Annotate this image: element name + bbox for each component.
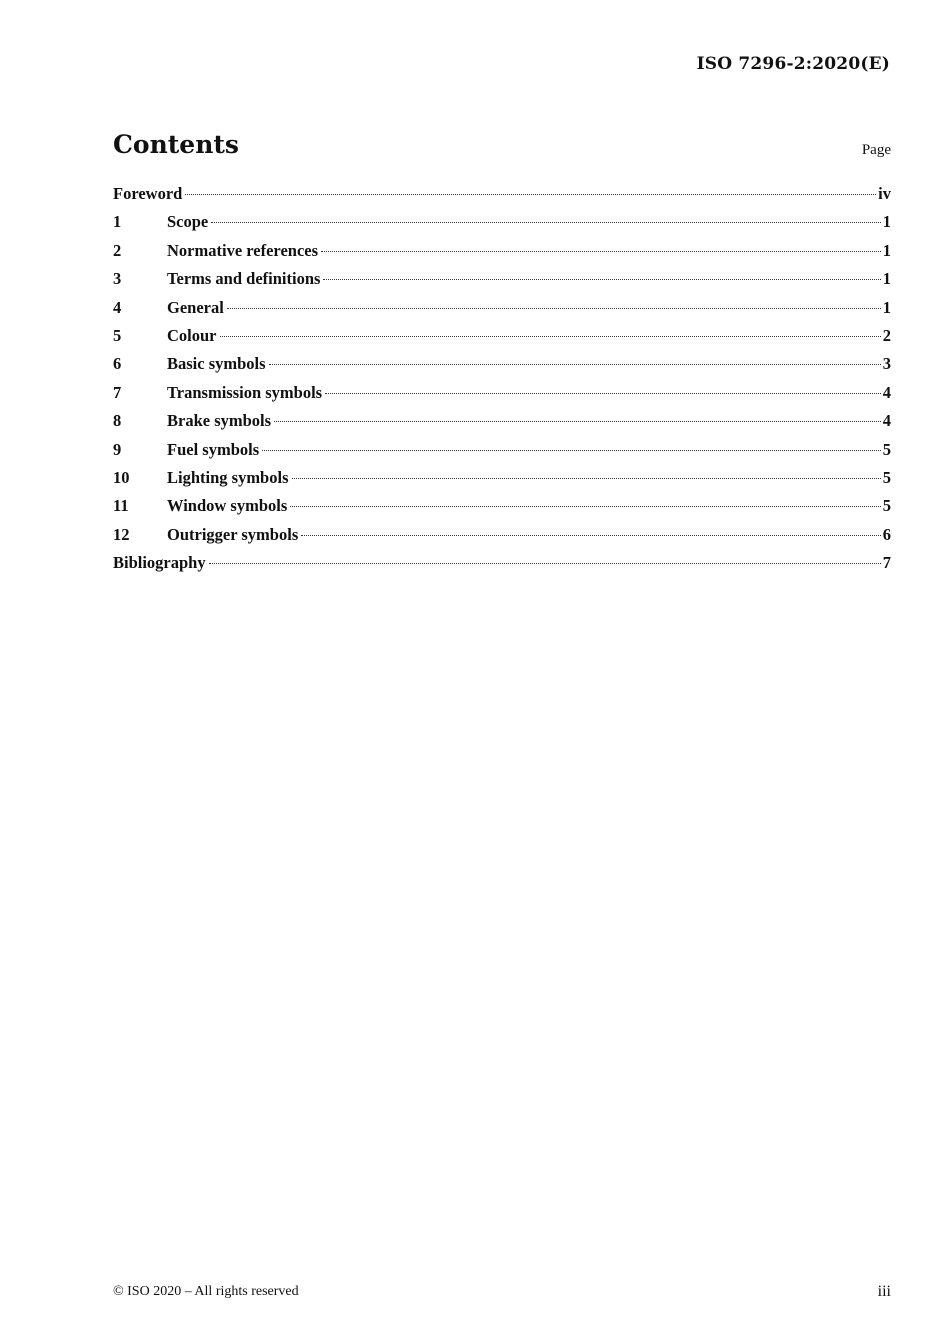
toc-entry-page: 3 bbox=[882, 354, 891, 374]
toc-leader bbox=[321, 251, 881, 252]
toc-entry-page: 2 bbox=[882, 325, 891, 345]
toc-entry-terms-and-definitions[interactable] bbox=[113, 269, 891, 297]
toc-leader bbox=[185, 194, 876, 195]
toc-entry-outrigger-symbols[interactable] bbox=[113, 525, 891, 553]
toc-entry-title: Window symbols bbox=[167, 496, 288, 516]
contents-heading-row bbox=[113, 130, 891, 166]
toc-entry-title: Scope bbox=[167, 212, 209, 232]
toc-entry-scope[interactable] bbox=[113, 212, 891, 240]
toc-entry-number: 6 bbox=[113, 354, 122, 374]
toc-entry-number: 12 bbox=[113, 524, 130, 544]
toc-entry-title: Bibliography bbox=[113, 553, 206, 573]
toc-leader bbox=[211, 222, 881, 223]
toc-entry-lighting-symbols[interactable] bbox=[113, 468, 891, 496]
toc-entry-bibliography[interactable] bbox=[113, 553, 891, 581]
document-id: ISO 7296-2:2020(E) bbox=[696, 54, 890, 74]
toc-entry-page: 4 bbox=[882, 382, 891, 402]
toc-entry-title: Basic symbols bbox=[167, 354, 266, 374]
contents-title: Contents bbox=[113, 130, 240, 159]
toc-leader bbox=[290, 506, 880, 507]
page-column-label: Page bbox=[861, 142, 891, 158]
toc-entry-page: 7 bbox=[882, 553, 891, 573]
toc-entry-page: 5 bbox=[882, 467, 891, 487]
toc-entry-title: Brake symbols bbox=[167, 411, 272, 431]
toc-leader bbox=[325, 393, 881, 394]
toc-entry-page: 1 bbox=[882, 240, 891, 260]
toc-entry-title: Fuel symbols bbox=[167, 439, 260, 459]
toc-entry-window-symbols[interactable] bbox=[113, 496, 891, 524]
page-number: iii bbox=[877, 1283, 891, 1300]
toc-leader bbox=[301, 535, 881, 536]
toc-entry-number: 9 bbox=[113, 439, 122, 459]
toc-entry-title: Foreword bbox=[113, 184, 183, 203]
toc-entry-title: Colour bbox=[167, 325, 217, 345]
toc-entry-number: 3 bbox=[113, 269, 122, 289]
toc-entry-normative-references[interactable] bbox=[113, 241, 891, 269]
toc-entry-transmission-symbols[interactable] bbox=[113, 383, 891, 411]
toc-entry-page: 6 bbox=[882, 524, 891, 544]
toc-entry-title: Lighting symbols bbox=[167, 467, 289, 487]
toc-entry-number: 2 bbox=[113, 240, 122, 260]
toc-leader bbox=[274, 421, 881, 422]
toc-entry-colour[interactable] bbox=[113, 326, 891, 354]
toc-entry-title: Terms and definitions bbox=[167, 269, 321, 289]
toc-leader bbox=[220, 336, 881, 337]
table-of-contents bbox=[113, 184, 891, 581]
toc-entry-page: 5 bbox=[882, 439, 891, 459]
toc-entry-page: 4 bbox=[882, 411, 891, 431]
toc-leader bbox=[262, 450, 881, 451]
toc-entry-brake-symbols[interactable] bbox=[113, 411, 891, 439]
toc-entry-page: iv bbox=[878, 184, 891, 203]
toc-leader bbox=[269, 364, 881, 365]
toc-entry-title: Outrigger symbols bbox=[167, 524, 299, 544]
toc-entry-page: 1 bbox=[882, 269, 891, 289]
copyright-notice: © ISO 2020 – All rights reserved bbox=[113, 1284, 299, 1299]
toc-entry-page: 1 bbox=[882, 297, 891, 317]
toc-entry-number: 5 bbox=[113, 325, 122, 345]
toc-leader bbox=[209, 563, 881, 564]
toc-entry-number: 4 bbox=[113, 297, 122, 317]
toc-entry-number: 7 bbox=[113, 382, 122, 402]
toc-leader bbox=[323, 279, 880, 280]
toc-entry-number: 10 bbox=[113, 467, 130, 487]
toc-entry-title: Normative references bbox=[167, 240, 319, 260]
toc-entry-number: 1 bbox=[113, 212, 122, 232]
toc-entry-page: 1 bbox=[882, 212, 891, 232]
toc-entry-basic-symbols[interactable] bbox=[113, 354, 891, 382]
toc-entry-title: General bbox=[167, 297, 224, 317]
toc-entry-general[interactable] bbox=[113, 298, 891, 326]
toc-entry-page: 5 bbox=[882, 496, 891, 516]
toc-entry-title: Transmission symbols bbox=[167, 382, 323, 402]
toc-leader bbox=[227, 308, 881, 309]
toc-entry-number: 8 bbox=[113, 411, 122, 431]
toc-entry-foreword[interactable] bbox=[113, 184, 891, 212]
toc-entry-number: 11 bbox=[113, 496, 129, 516]
toc-leader bbox=[292, 478, 881, 479]
toc-entry-fuel-symbols[interactable] bbox=[113, 440, 891, 468]
